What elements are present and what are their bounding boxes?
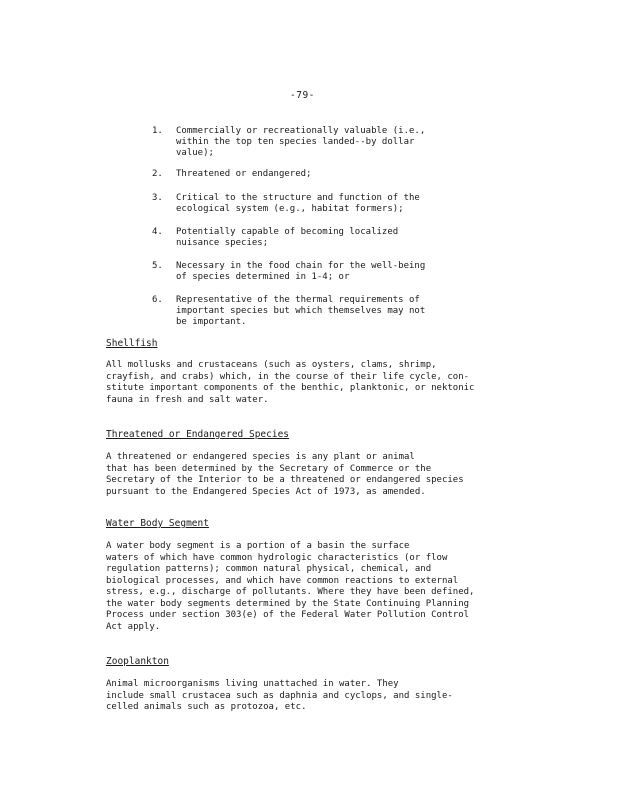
page-number: -79- — [290, 90, 315, 101]
section-heading-water-body-segment: Water Body Segment — [106, 518, 209, 529]
section-heading-zooplankton: Zooplankton — [106, 656, 169, 667]
list-item-number: 2. — [152, 169, 163, 179]
list-item-number: 4. — [152, 227, 163, 237]
section-body-threatened-species: A threatened or endangered species is any plant or animal that has been determined by the Secretary of Commerce or the Secretary of the Interior to be a threatened or endangered species pursuant to the Endangered Species Act of 1973, as amended. — [106, 452, 464, 497]
list-item-text: Critical to the structure and function of the ecological system (e.g., habitat formers); — [176, 193, 420, 214]
section-heading-shellfish: Shellfish — [106, 338, 158, 349]
list-item-text: Representative of the thermal requirements of important species but which themselves may not be important. — [176, 295, 426, 327]
list-item-text: Necessary in the food chain for the well-being of species determined in 1-4; or — [176, 261, 426, 282]
section-body-zooplankton: Animal microorganisms living unattached in water. They include small crustacea such as daphnia and cyclops, and single- celled animals such as protozoa, etc. — [106, 679, 453, 712]
list-item-number: 5. — [152, 261, 163, 271]
list-item-number: 3. — [152, 193, 163, 203]
section-heading-threatened-species: Threatened or Endangered Species — [106, 429, 290, 440]
list-item-number: 1. — [152, 126, 163, 136]
list-item-text: Potentially capable of becoming localized nuisance species; — [176, 227, 399, 248]
section-body-shellfish: All mollusks and crustaceans (such as oysters, clams, shrimp, crayfish, and crabs) which, in the course of their life cycle, con- stitute important components of the benthic, planktonic, or nektonic fauna in fresh and salt water. — [106, 360, 475, 405]
list-item-number: 6. — [152, 295, 163, 305]
section-body-water-body-segment: A water body segment is a portion of a basin the surface waters of which have common hydrologic characteristics (or flow regulation patterns); common natural physical, chemical, and biological processes, and which have common reactions to external stress, e.g., discharge of pollutants. Where they have been defined, the water body segments determined by the State Continuing Planning Process under section 303(e) of the Federal Water Pollution Control Act apply. — [106, 541, 475, 632]
list-item-text: Commercially or recreationally valuable (i.e., within the top ten species landed--by dollar value); — [176, 126, 426, 158]
list-item-text: Threatened or endangered; — [176, 169, 312, 179]
